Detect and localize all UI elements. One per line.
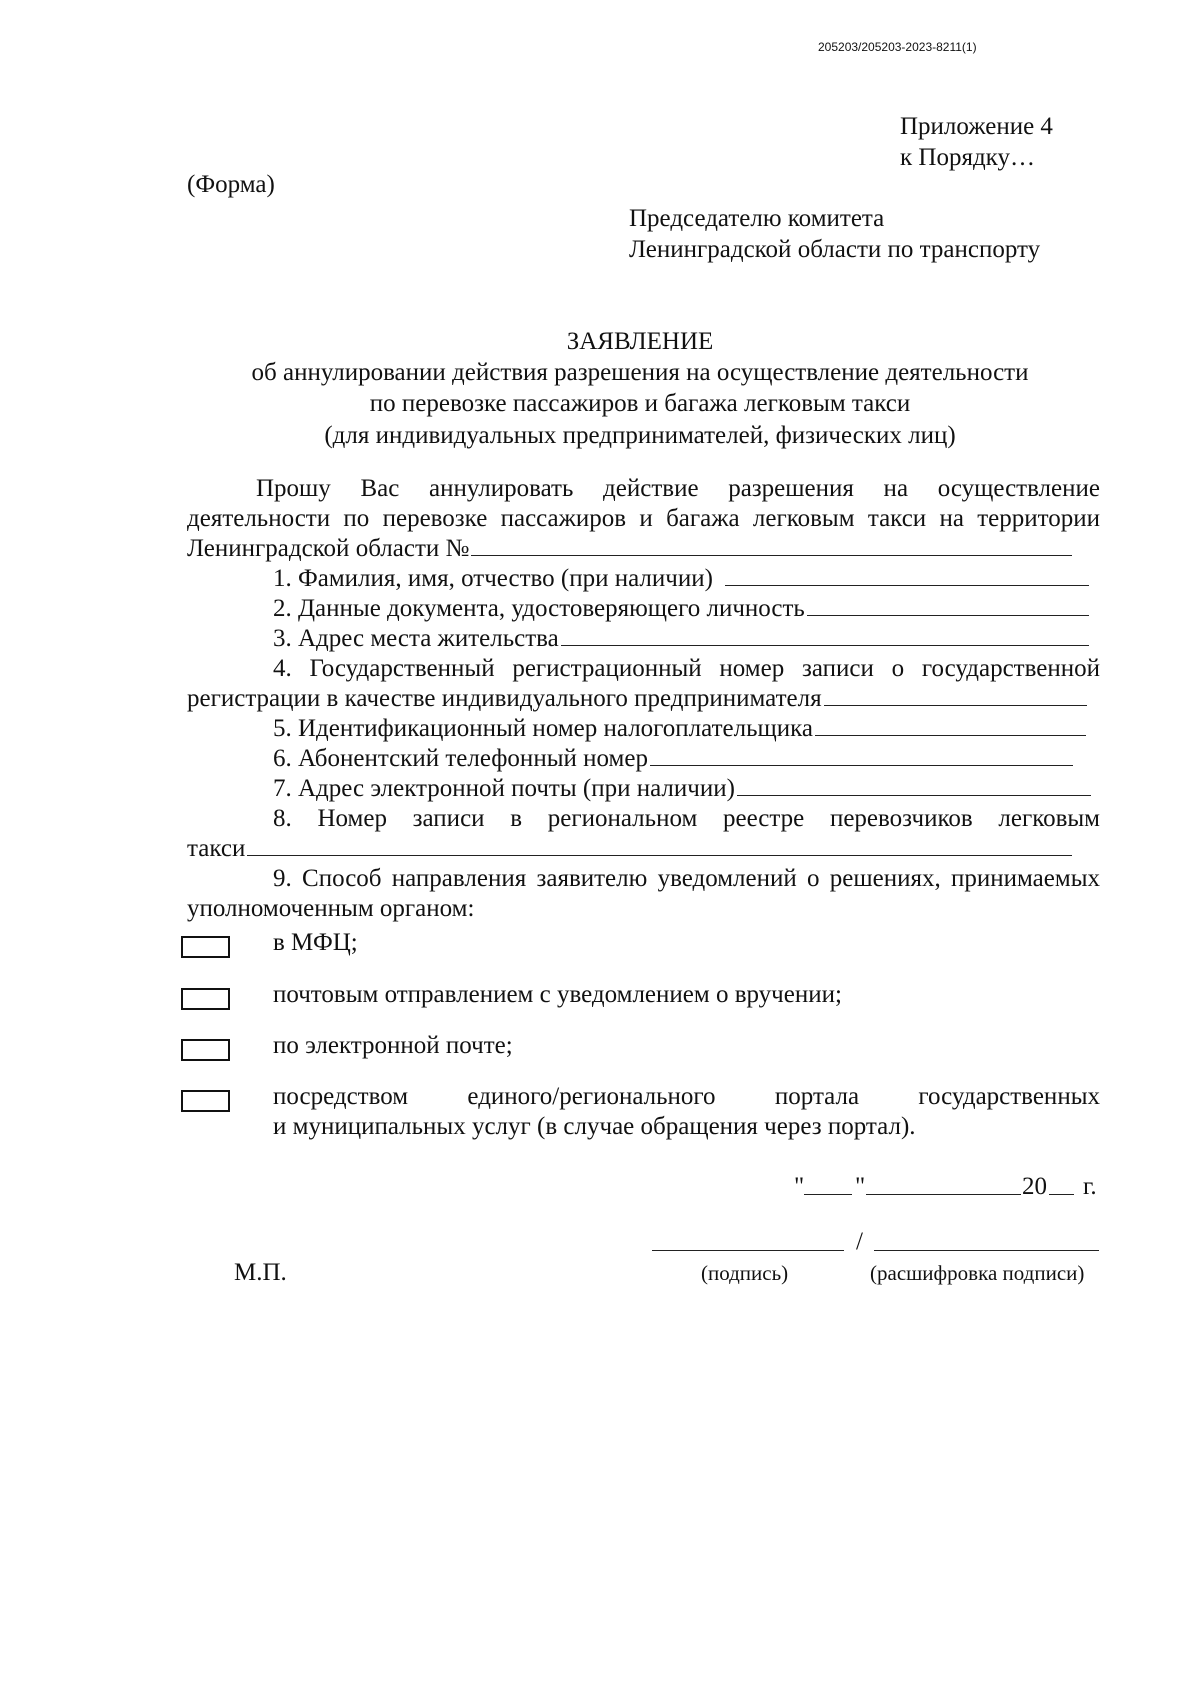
option-email-label: по электронной почте; xyxy=(273,1032,513,1059)
residence-address-field[interactable] xyxy=(561,625,1089,646)
field-7-label: 7. Адрес электронной почты (при наличии) xyxy=(273,775,735,802)
date-quote-close: " xyxy=(855,1173,866,1200)
option-portal-checkbox[interactable] xyxy=(181,1090,230,1112)
field-4-label: 4. Государственный регистрационный номер записи о государственной xyxy=(273,655,1100,682)
option-portal-label-2: и муниципальных услуг (в случае обращения через портал). xyxy=(273,1113,916,1140)
appendix-number: Приложение 4 xyxy=(900,113,1053,140)
signature-field[interactable] xyxy=(652,1228,844,1251)
signature-decode-caption: (расшифровка подписи) xyxy=(870,1261,1085,1285)
date-year-suffix: г. xyxy=(1083,1173,1097,1200)
inn-field[interactable] xyxy=(815,715,1086,736)
document-title: ЗАЯВЛЕНИЕ xyxy=(566,328,714,355)
signature-separator: / xyxy=(856,1228,863,1255)
intro-line-1: Прошу Вас аннулировать действие разрешения на осуществление xyxy=(256,475,1100,502)
intro-line-2: деятельности по перевозке пассажиров и багажа легковым такси на территории xyxy=(187,505,1100,532)
field-4-row xyxy=(187,684,1087,714)
permit-number-label: Ленинградской области № xyxy=(187,535,470,562)
document-subtitle-2: по перевозке пассажиров и багажа легковым такси xyxy=(369,390,911,417)
date-year-field[interactable] xyxy=(1049,1172,1074,1195)
field-2-row xyxy=(273,594,1089,624)
field-9-label: 9. Способ направления заявителю уведомлений о решениях, принимаемых xyxy=(273,865,1100,892)
field-5-row xyxy=(273,714,1086,744)
field-1-label: 1. Фамилия, имя, отчество (при наличии) xyxy=(273,565,713,592)
appendix-reference: к Порядку… xyxy=(900,144,1035,171)
option-mfc-checkbox[interactable] xyxy=(181,936,230,958)
signature-caption: (подпись) xyxy=(701,1261,789,1285)
permit-number-row xyxy=(187,534,1072,564)
document-subtitle-3: (для индивидуальных предпринимателей, физических лиц) xyxy=(324,422,956,449)
form-label: (Форма) xyxy=(187,171,275,198)
field-9-label-2: уполномоченным органом: xyxy=(187,895,475,922)
field-6-row xyxy=(273,744,1073,774)
field-8-label-2: такси xyxy=(187,835,246,862)
option-email-checkbox[interactable] xyxy=(181,1039,230,1061)
field-5-label: 5. Идентификационный номер налогоплательщика xyxy=(273,715,814,742)
signature-decode-field[interactable] xyxy=(874,1228,1099,1251)
email-field[interactable] xyxy=(737,775,1091,796)
option-post-label: почтовым отправлением с уведомлением о вручении; xyxy=(273,981,842,1008)
phone-field[interactable] xyxy=(650,745,1073,766)
field-4-label-2: регистрации в качестве индивидуального предпринимателя xyxy=(187,685,822,712)
field-3-row xyxy=(273,624,1089,654)
permit-number-field[interactable] xyxy=(471,535,1072,556)
option-portal-label: посредством единого/регионального портала государственных xyxy=(273,1083,1100,1110)
field-7-row xyxy=(273,774,1091,804)
field-2-label: 2. Данные документа, удостоверяющего личность xyxy=(273,595,805,622)
option-mfc-label: в МФЦ; xyxy=(273,929,358,956)
addressee-title: Председателю комитета xyxy=(629,205,885,232)
field-1-row xyxy=(273,564,1089,594)
addressee-organization: Ленинградской области по транспорту xyxy=(629,236,1041,263)
stamp-placeholder: М.П. xyxy=(234,1259,287,1286)
identity-document-field[interactable] xyxy=(807,595,1089,616)
ogrnip-field[interactable] xyxy=(824,685,1087,706)
document-subtitle-1: об аннулировании действия разрешения на осуществление деятельности xyxy=(251,359,1029,386)
date-day-field[interactable] xyxy=(804,1172,852,1195)
full-name-field[interactable] xyxy=(725,565,1089,586)
registry-number-field[interactable] xyxy=(247,835,1072,856)
field-6-label: 6. Абонентский телефонный номер xyxy=(273,745,648,772)
date-year-prefix: 20 xyxy=(1022,1173,1047,1200)
document-id: 205203/205203-2023-8211(1) xyxy=(818,40,977,54)
date-quote-open: " xyxy=(794,1173,805,1200)
field-3-label: 3. Адрес места жительства xyxy=(273,625,559,652)
field-8-row xyxy=(187,834,1072,864)
date-month-field[interactable] xyxy=(866,1172,1021,1195)
field-8-label: 8. Номер записи в региональном реестре перевозчиков легковым xyxy=(273,805,1100,832)
option-post-checkbox[interactable] xyxy=(181,988,230,1010)
